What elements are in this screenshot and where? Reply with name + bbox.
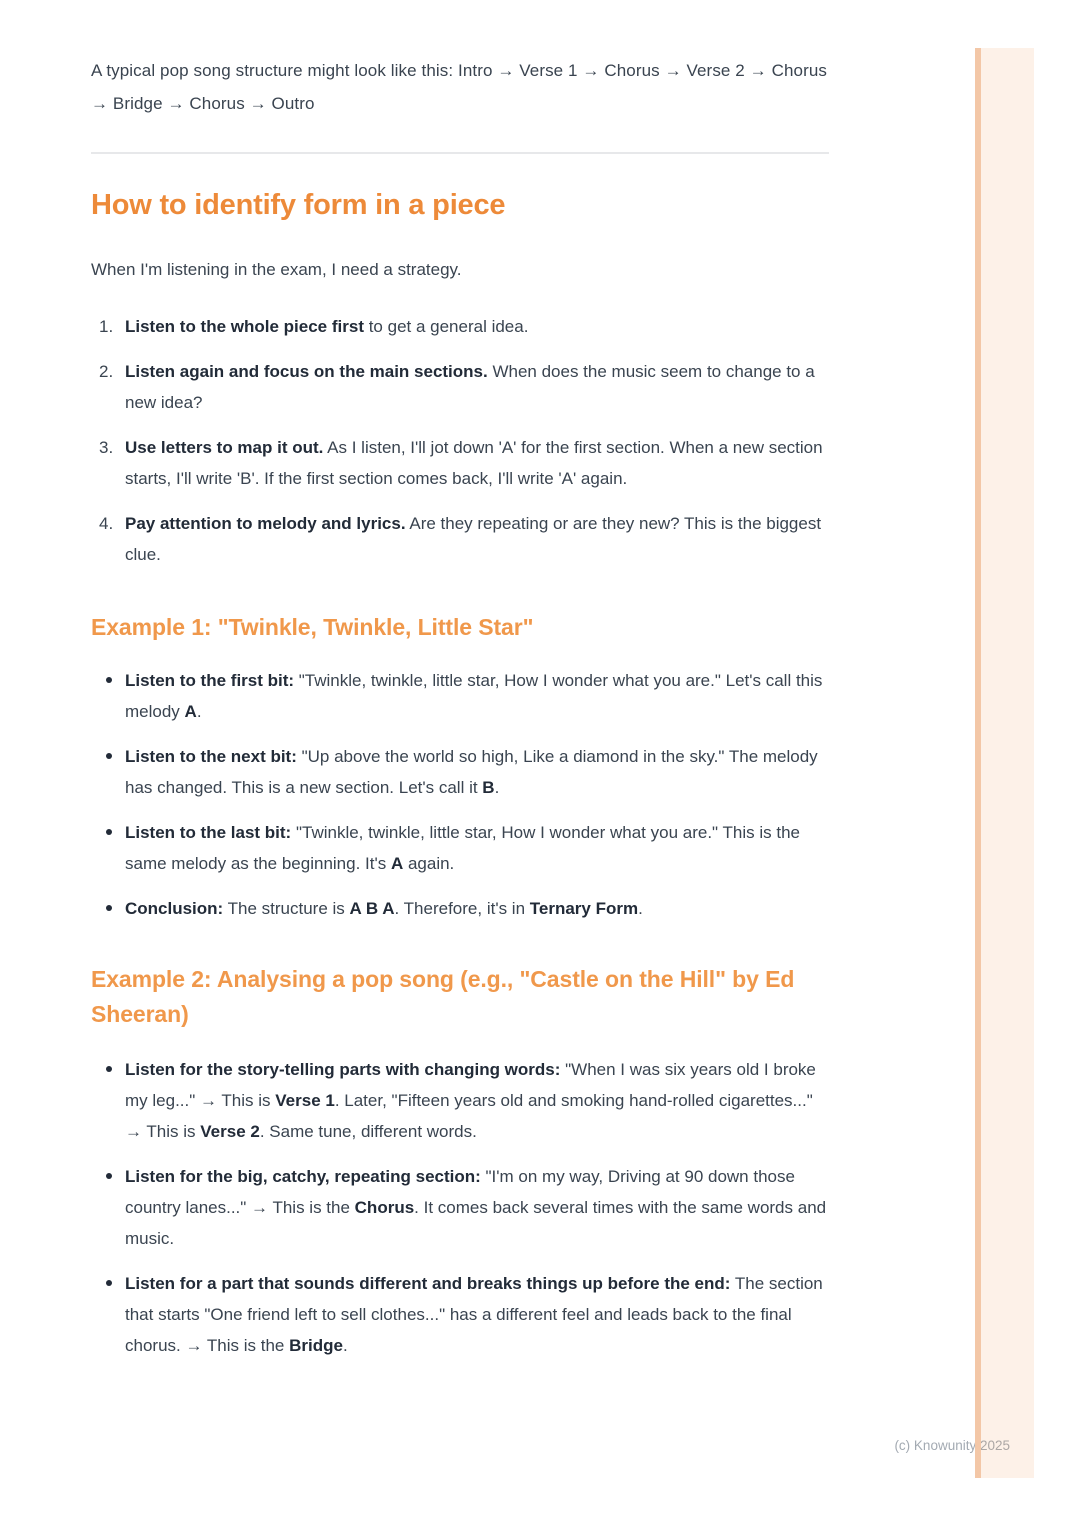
copyright-notice: (c) Knowunity 2025 — [894, 1438, 1010, 1453]
example2-title: Example 2: Analysing a pop song (e.g., "Castle on the Hill" by Ed Sheeran) — [91, 966, 795, 1027]
example2-bullet-list — [91, 1054, 829, 1361]
bold-text-segment: Verse 1 — [275, 1091, 335, 1110]
list-item — [125, 508, 829, 570]
strategy-steps-list — [91, 311, 829, 570]
list-item — [125, 432, 829, 494]
intro-paragraph: A typical pop song structure might look like this: Intro → Verse 1 → Chorus → Verse 2 → Chorus → Bridge → Chorus → Outro — [91, 61, 827, 113]
page-edge-stripe — [975, 48, 1034, 1478]
text-segment: As I listen, I'll jot down 'A' for the first section. When a new section starts, I'll write 'B'. If the first section comes back, I'll write 'A' again. — [125, 438, 823, 488]
list-item — [125, 665, 829, 727]
bold-text-segment: Listen again and focus on the main sections. — [125, 362, 488, 381]
bold-text-segment: A — [184, 702, 197, 721]
list-item — [125, 311, 829, 342]
list-item — [125, 817, 829, 879]
bold-text-segment: B — [482, 778, 495, 797]
list-item — [125, 893, 829, 924]
text-segment: again. — [403, 854, 455, 873]
section-divider — [91, 152, 829, 154]
bold-text-segment: Listen for the big, catchy, repeating section: — [125, 1167, 481, 1186]
bold-text-segment: Ternary Form — [529, 899, 639, 918]
text-segment: "Twinkle, twinkle, little star, How I wonder what you are." This is the same melody as the beginning. It's — [125, 823, 800, 873]
list-item — [125, 741, 829, 803]
text-segment: . Therefore, it's in — [394, 899, 530, 918]
text-segment: The structure is — [223, 899, 350, 918]
text-segment: Are they repeating or are they new? This is the biggest clue. — [125, 514, 822, 564]
example1-bullet-list — [91, 665, 829, 924]
text-segment: . Later, "Fifteen years old and smoking hand-rolled cigarettes..." → This is — [125, 1091, 813, 1141]
text-segment: . It comes back several times with the same words and music. — [125, 1198, 827, 1248]
list-item — [125, 356, 829, 418]
example1-title: Example 1: "Twinkle, Twinkle, Little Star" — [91, 614, 534, 640]
text-segment: . Same tune, different words. — [259, 1122, 477, 1141]
bold-text-segment: Listen to the whole piece first — [125, 317, 364, 336]
text-segment: . — [494, 778, 500, 797]
list-item — [125, 1268, 829, 1361]
bold-text-segment: Use letters to map it out. — [125, 438, 324, 457]
text-segment: . — [638, 899, 643, 918]
text-segment: "I'm on my way, Driving at 90 down those country lanes..." → This is the — [125, 1167, 795, 1217]
text-segment: "Up above the world so high, Like a diamond in the sky." The melody has changed. This is a new section. Let's call it — [125, 747, 818, 797]
document-content — [91, 0, 829, 1361]
text-segment: to get a general idea. — [363, 317, 529, 336]
bold-text-segment: Conclusion: — [125, 899, 224, 918]
section-title: How to identify form in a piece — [91, 189, 506, 221]
bold-text-segment: A B A — [349, 899, 395, 918]
list-item — [125, 1161, 829, 1254]
text-segment: . — [196, 702, 202, 721]
lead-paragraph: When I'm listening in the exam, I need a strategy. — [91, 260, 462, 279]
bold-text-segment: Bridge — [289, 1336, 343, 1355]
text-segment: When does the music seem to change to a new idea? — [125, 362, 815, 412]
text-segment: . — [342, 1336, 348, 1355]
bold-text-segment: Listen for a part that sounds different and breaks things up before the end: — [125, 1274, 731, 1293]
bold-text-segment: Listen to the first bit: — [125, 671, 295, 690]
bold-text-segment: Verse 2 — [200, 1122, 260, 1141]
text-segment: "Twinkle, twinkle, little star, How I wonder what you are." Let's call this melody — [125, 671, 823, 721]
bold-text-segment: Listen for the story-telling parts with changing words: — [125, 1060, 561, 1079]
text-segment: "When I was six years old I broke my leg..." → This is — [125, 1060, 816, 1110]
list-item — [125, 1054, 829, 1147]
bold-text-segment: Chorus — [354, 1198, 415, 1217]
text-segment: The section that starts "One friend left to sell clothes..." has a different feel and leads back to the final chorus. → This is the — [125, 1274, 823, 1355]
bold-text-segment: Pay attention to melody and lyrics. — [125, 514, 406, 533]
bold-text-segment: Listen to the last bit: — [125, 823, 292, 842]
bold-text-segment: Listen to the next bit: — [125, 747, 297, 766]
bold-text-segment: A — [390, 854, 404, 873]
